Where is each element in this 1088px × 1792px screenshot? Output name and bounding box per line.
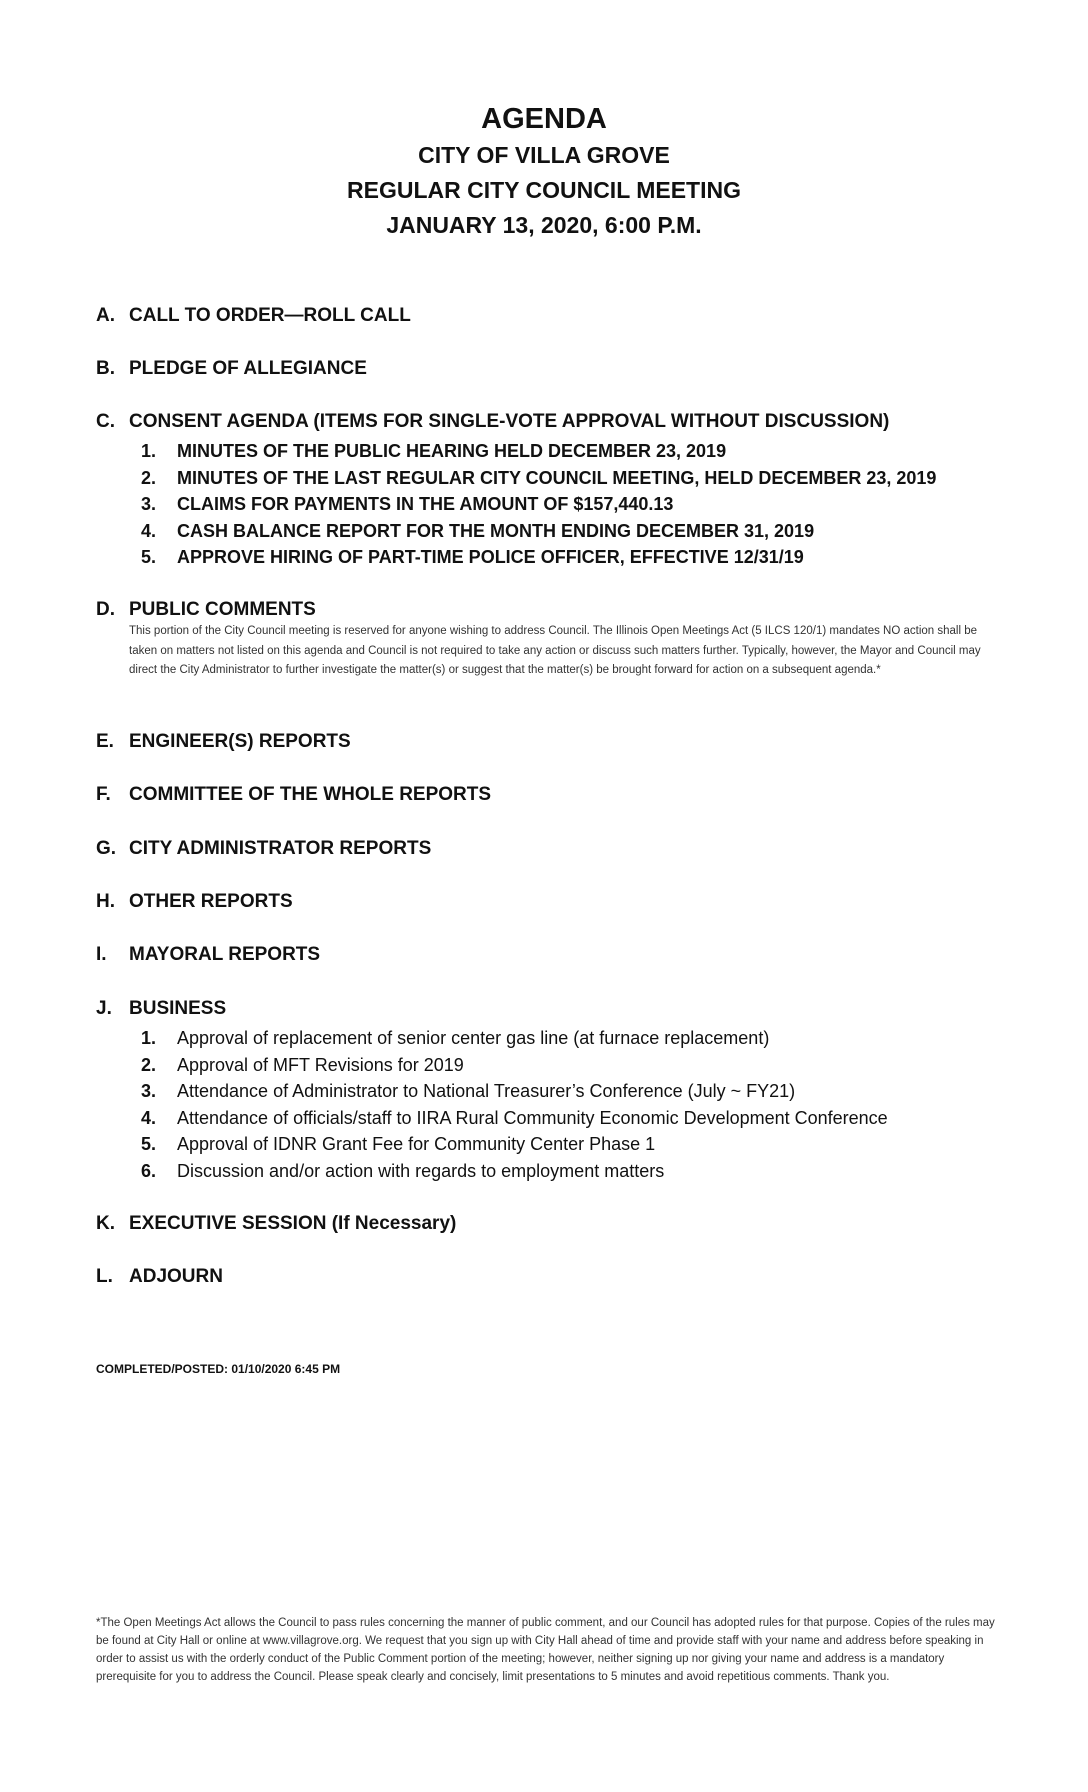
footnote: *The Open Meetings Act allows the Council to pass rules concerning the manner of public comment, and our Council has adopted rules for that purpose. Copies of the rules may be found at City Hall or online at www.villagrove.org. We request that you sign up with City Hall ahead of time and provide staff with your name and address before speaking in order to assist us with the orderly conduct of the Public Comment portion of the meeting; however, neither signing up nor giving your name and address is a mandatory prerequisite for you to address the Council. Please speak clearly and concisely, limit presentations to 5 minutes and avoid repetitious comments. Thank you. — [96, 1617, 995, 1683]
item-text: Approval of replacement of senior center gas line (at furnace replacement) — [177, 1028, 770, 1048]
section-letter: I. — [96, 944, 107, 965]
section-title: ADJOURN — [129, 1266, 223, 1287]
list-item — [141, 1025, 996, 1052]
agenda-header — [0, 100, 1088, 243]
section-title: CITY ADMINISTRATOR REPORTS — [129, 838, 432, 859]
section-g — [96, 837, 996, 861]
list-item — [141, 1131, 996, 1158]
section-c — [96, 410, 996, 571]
section-letter: B. — [96, 358, 115, 379]
section-title: PLEDGE OF ALLEGIANCE — [129, 358, 367, 379]
public-comments-note: This portion of the City Council meeting is reserved for anyone wishing to address Council. The Illinois Open Meetings Act (5 ILCS 120/1) mandates NO action shall be taken on matters not listed on this agenda and Council is not required to take any action or discuss such matters further. Typically, however, the Mayor and Council may direct the City Administrator to further investigate the matter(s) or suggest that the matter(s) be brought forward for action on a subsequent agenda.* — [129, 625, 981, 676]
list-item — [141, 1052, 996, 1079]
item-text: APPROVE HIRING OF PART-TIME POLICE OFFICER, EFFECTIVE 12/31/19 — [177, 547, 804, 567]
list-item — [141, 438, 996, 465]
item-number: 4. — [141, 520, 157, 541]
section-title: PUBLIC COMMENTS — [129, 599, 316, 620]
item-text: CLAIMS FOR PAYMENTS IN THE AMOUNT OF $157,440.13 — [177, 494, 674, 514]
section-f — [96, 783, 996, 807]
list-item — [141, 1078, 996, 1105]
section-k — [96, 1212, 996, 1236]
list-item — [141, 1105, 996, 1132]
section-h — [96, 890, 996, 914]
item-number: 3. — [141, 1081, 157, 1101]
list-item — [141, 465, 996, 492]
item-text: MINUTES OF THE LAST REGULAR CITY COUNCIL MEETING, HELD DECEMBER 23, 2019 — [177, 467, 937, 488]
section-letter: H. — [96, 891, 115, 912]
section-letter: G. — [96, 838, 117, 859]
item-number: 6. — [141, 1160, 157, 1181]
list-item — [141, 518, 996, 545]
section-letter: F. — [96, 784, 111, 805]
section-title: MAYORAL REPORTS — [129, 944, 321, 965]
section-j — [96, 997, 996, 1184]
section-title: COMMITTEE OF THE WHOLE REPORTS — [129, 784, 492, 805]
section-l — [96, 1265, 996, 1289]
list-item — [141, 491, 996, 518]
item-text: Discussion and/or action with regards to employment matters — [177, 1160, 665, 1181]
section-letter: J. — [96, 998, 112, 1019]
section-title: BUSINESS — [129, 998, 227, 1019]
business-list — [141, 1025, 996, 1184]
city-name: CITY OF VILLA GROVE — [418, 142, 670, 168]
item-text: Approval of IDNR Grant Fee for Community Center Phase 1 — [177, 1134, 656, 1154]
item-number: 4. — [141, 1107, 157, 1128]
section-letter: D. — [96, 599, 115, 620]
list-item — [141, 544, 996, 571]
item-number: 2. — [141, 467, 157, 488]
meeting-type: REGULAR CITY COUNCIL MEETING — [347, 177, 741, 203]
section-title: ENGINEER(S) REPORTS — [129, 731, 351, 752]
item-number: 5. — [141, 1134, 157, 1154]
section-letter: K. — [96, 1213, 115, 1234]
item-text: Attendance of Administrator to National Treasurer’s Conference (July ~ FY21) — [177, 1081, 796, 1101]
item-text: MINUTES OF THE PUBLIC HEARING HELD DECEMBER 23, 2019 — [177, 441, 727, 461]
meeting-date: JANUARY 13, 2020, 6:00 P.M. — [386, 212, 702, 238]
section-title: OTHER REPORTS — [129, 891, 293, 912]
section-letter: A. — [96, 305, 115, 326]
section-letter: C. — [96, 411, 115, 432]
list-item — [141, 1158, 996, 1185]
item-text: CASH BALANCE REPORT FOR THE MONTH ENDING DECEMBER 31, 2019 — [177, 520, 815, 541]
section-letter: E. — [96, 731, 114, 752]
consent-list — [141, 438, 996, 571]
agenda-title: AGENDA — [481, 103, 607, 135]
item-number: 1. — [141, 441, 157, 461]
item-number: 3. — [141, 494, 157, 514]
section-title: CALL TO ORDER—ROLL CALL — [129, 305, 411, 326]
section-title: CONSENT AGENDA (ITEMS FOR SINGLE-VOTE APPROVAL WITHOUT DISCUSSION) — [129, 411, 890, 432]
section-e — [96, 730, 996, 754]
section-a — [96, 304, 996, 328]
section-d — [96, 598, 996, 681]
item-number: 5. — [141, 547, 157, 567]
posted-timestamp: COMPLETED/POSTED: 01/10/2020 6:45 PM — [96, 1362, 341, 1376]
section-b — [96, 357, 996, 381]
section-i — [96, 943, 996, 967]
item-number: 2. — [141, 1054, 157, 1075]
item-number: 1. — [141, 1028, 157, 1048]
item-text: Attendance of officials/staff to IIRA Rural Community Economic Development Conference — [177, 1107, 888, 1128]
section-letter: L. — [96, 1266, 113, 1287]
section-title: EXECUTIVE SESSION (If Necessary) — [129, 1213, 457, 1234]
item-text: Approval of MFT Revisions for 2019 — [177, 1054, 464, 1075]
